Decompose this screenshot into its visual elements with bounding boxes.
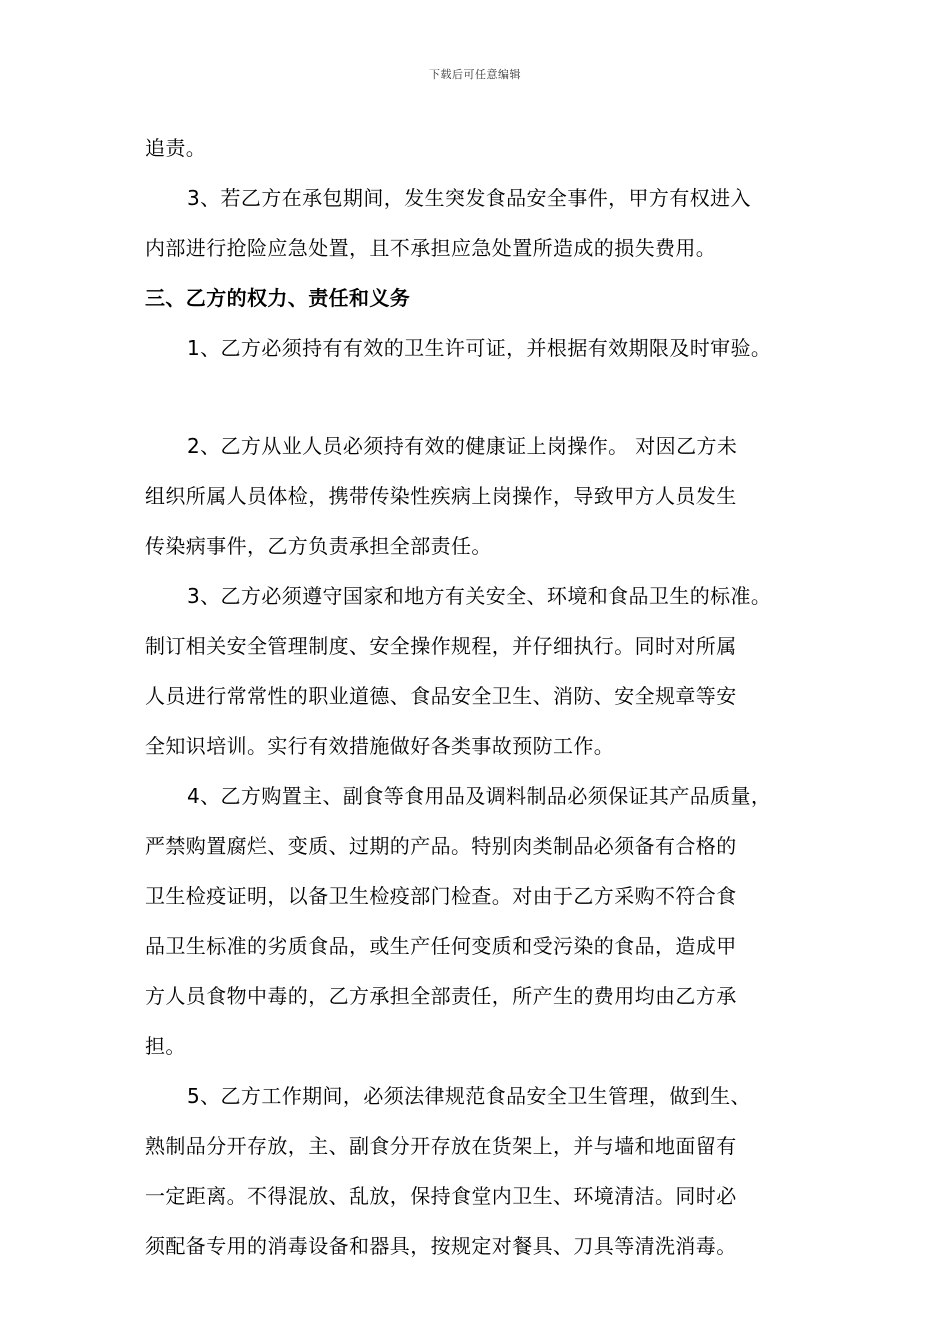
text-line: 4、乙方购置主、副食等食用品及调料制品必须保证其产品质量， [187, 784, 772, 808]
text-line: 一定距离。不得混放、乱放，保持食堂内卫生、环境清洁。同时必 [145, 1184, 737, 1208]
text-line: 追责。 [145, 136, 207, 160]
text-line: 方人员食物中毒的，乙方承担全部责任，所产生的费用均由乙方承 [145, 984, 737, 1008]
text-line: 担。 [145, 1034, 186, 1058]
page-header: 下载后可任意编辑 [429, 68, 521, 81]
text-line: 1、乙方必须持有有效的卫生许可证，并根据有效期限及时审验。 [187, 336, 772, 360]
text-line: 3、乙方必须遵守国家和地方有关安全、环境和食品卫生的标准。 [187, 584, 772, 608]
text-line: 3、若乙方在承包期间，发生突发食品安全事件，甲方有权进入 [187, 186, 751, 210]
text-line: 品卫生标准的劣质食品，或生产任何变质和受污染的食品，造成甲 [145, 934, 737, 958]
text-line: 熟制品分开存放，主、副食分开存放在货架上，并与墙和地面留有 [145, 1134, 737, 1158]
text-line: 2、乙方从业人员必须持有效的健康证上岗操作。 对因乙方未 [187, 434, 738, 458]
text-line: 5、乙方工作期间，必须法律规范食品安全卫生管理，做到生、 [187, 1084, 751, 1108]
section-heading: 三、乙方的权力、责任和义务 [145, 286, 411, 310]
text-line: 须配备专用的消毒设备和器具，按规定对餐具、刀具等清洗消毒。 [145, 1234, 737, 1258]
text-line: 全知识培训。实行有效措施做好各类事故预防工作。 [145, 734, 615, 758]
text-line: 制订相关安全管理制度、安全操作规程，并仔细执行。同时对所属 [145, 634, 737, 658]
text-line: 人员进行常常性的职业道德、食品安全卫生、消防、安全规章等安 [145, 684, 737, 708]
text-line: 组织所属人员体检，携带传染性疾病上岗操作，导致甲方人员发生 [145, 484, 737, 508]
text-line: 传染病事件，乙方负责承担全部责任。 [145, 534, 492, 558]
text-line: 严禁购置腐烂、变质、过期的产品。特别肉类制品必须备有合格的 [145, 834, 737, 858]
text-line: 卫生检疫证明，以备卫生检疫部门检查。对由于乙方采购不符合食 [145, 884, 737, 908]
text-line: 内部进行抢险应急处置，且不承担应急处置所造成的损失费用。 [145, 236, 717, 260]
